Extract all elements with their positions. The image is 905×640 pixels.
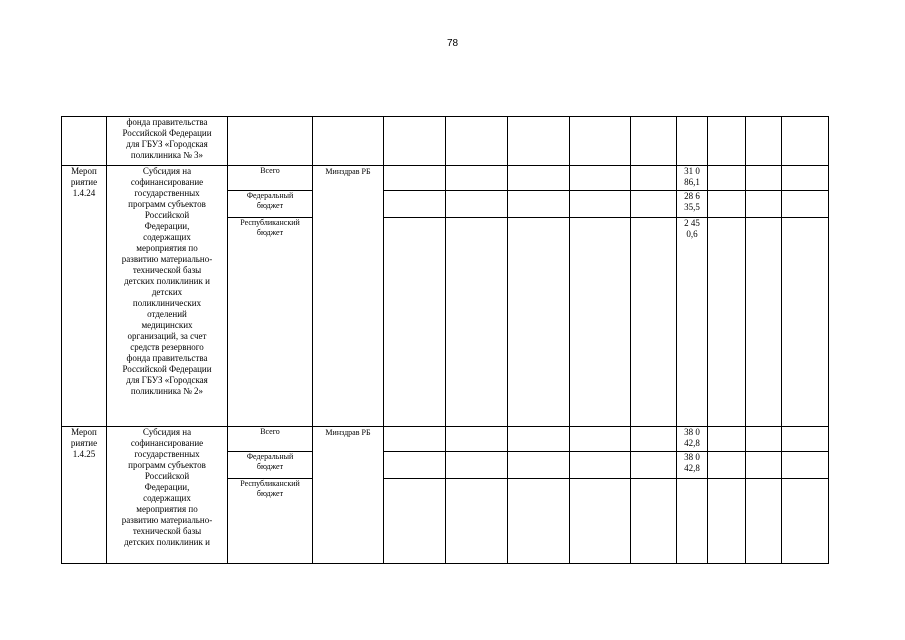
empty-cell [313, 117, 384, 166]
amount-cell [677, 166, 708, 191]
empty-cell [631, 427, 677, 452]
text-line: софинансирование [130, 177, 204, 187]
event-description-cell [107, 166, 228, 427]
empty-cell [508, 479, 570, 564]
table-row [62, 117, 829, 166]
text-line: бюджет [256, 201, 284, 210]
page-number: 78 [446, 38, 459, 49]
empty-cell [782, 166, 829, 191]
empty-cell [384, 479, 446, 564]
empty-cell [708, 427, 746, 452]
empty-cell [446, 427, 508, 452]
empty-cell [508, 218, 570, 427]
empty-cell [782, 218, 829, 427]
text-line: 35,5 [684, 202, 700, 212]
funding-source-cell [228, 191, 313, 218]
empty-cell [570, 191, 631, 218]
empty-cell [446, 117, 508, 166]
empty-cell [708, 166, 746, 191]
text-line: содержащих [143, 493, 191, 503]
empty-cell [782, 479, 829, 564]
executor-text: Минздрав РБ [325, 167, 371, 176]
text-line: мероприятия по [136, 243, 198, 253]
empty-cell [708, 191, 746, 218]
empty-cell [746, 166, 782, 191]
text-line: Всего [260, 427, 280, 436]
text-line: 86,1 [684, 177, 700, 187]
text-line: средств резервного [130, 342, 204, 352]
text-line: содержащих [143, 232, 191, 242]
empty-cell [384, 166, 446, 191]
empty-cell [446, 218, 508, 427]
text-line: 0,6 [686, 229, 698, 239]
empty-cell [446, 191, 508, 218]
text-line: поликлинических [132, 298, 202, 308]
empty-cell [631, 117, 677, 166]
empty-cell [570, 166, 631, 191]
text-line: Республиканский [240, 479, 300, 488]
text-line: 38 0 [684, 427, 700, 437]
text-line: развитию материально- [121, 515, 213, 525]
text-line: Всего [260, 166, 280, 175]
text-line: организаций, за счет [127, 331, 207, 341]
text-line: Российской Федерации [122, 128, 212, 138]
text-line: 1.4.24 [72, 188, 96, 198]
funding-source-cell [228, 427, 313, 452]
empty-cell [631, 166, 677, 191]
budget-table [61, 116, 829, 564]
event-number-cell [62, 427, 107, 564]
empty-cell [384, 452, 446, 479]
empty-cell [782, 452, 829, 479]
empty-cell [384, 427, 446, 452]
empty-cell [708, 117, 746, 166]
empty-cell [631, 191, 677, 218]
text-line: Российской [144, 471, 190, 481]
empty-cell [708, 452, 746, 479]
text-line: для ГБУЗ «Городская [126, 139, 208, 149]
empty-cell [677, 117, 708, 166]
empty-cell [631, 218, 677, 427]
event-number-cell [62, 117, 107, 166]
empty-cell [228, 117, 313, 166]
amount-cell [677, 452, 708, 479]
text-line: Республиканский [240, 218, 300, 227]
text-line: бюджет [256, 462, 284, 471]
amount-cell [677, 427, 708, 452]
text-line: детских [151, 287, 183, 297]
event-description-cell [107, 427, 228, 564]
amount-cell [677, 479, 708, 564]
empty-cell [570, 218, 631, 427]
empty-cell [782, 191, 829, 218]
text-line: фонда правительства [126, 353, 208, 363]
text-line: Мероп [71, 427, 97, 437]
empty-cell [570, 427, 631, 452]
text-line: технической базы [132, 265, 202, 275]
text-line: мероприятия по [136, 504, 198, 514]
empty-cell [746, 218, 782, 427]
text-line: государственных [134, 188, 200, 198]
empty-cell [570, 117, 631, 166]
empty-cell [631, 479, 677, 564]
empty-cell [782, 427, 829, 452]
text-line: бюджет [256, 228, 284, 237]
text-line: 1.4.25 [72, 449, 96, 459]
text-line: государственных [134, 449, 200, 459]
executor-cell [313, 166, 384, 427]
empty-cell [384, 218, 446, 427]
empty-cell [508, 452, 570, 479]
text-line: поликлиника № 2» [130, 386, 204, 396]
empty-cell [384, 117, 446, 166]
text-line: медицинских [141, 320, 193, 330]
empty-cell [508, 117, 570, 166]
text-line: 31 0 [684, 166, 700, 176]
funding-source-cell [228, 166, 313, 191]
text-line: риятие [70, 438, 98, 448]
empty-cell [446, 452, 508, 479]
empty-cell [782, 117, 829, 166]
text-line: отделений [147, 309, 187, 319]
text-line: риятие [70, 177, 98, 187]
empty-cell [708, 479, 746, 564]
text-line: Субсидия на [142, 427, 192, 437]
funding-source-cell [228, 452, 313, 479]
text-line: поликлиника № 3» [130, 150, 204, 160]
text-line: Российской [144, 210, 190, 220]
empty-cell [746, 427, 782, 452]
text-line: Субсидия на [142, 166, 192, 176]
empty-cell [508, 427, 570, 452]
empty-cell [631, 452, 677, 479]
text-line: 2 45 [684, 218, 700, 228]
text-line: развитию материально- [121, 254, 213, 264]
text-line: бюджет [256, 489, 284, 498]
text-line: Российской Федерации [122, 364, 212, 374]
funding-source-cell [228, 479, 313, 564]
text-line: детских поликлиник и [124, 537, 210, 547]
text-line: софинансирование [130, 438, 204, 448]
table-row [62, 166, 829, 191]
empty-cell [570, 479, 631, 564]
text-line: 42,8 [684, 438, 700, 448]
empty-cell [508, 166, 570, 191]
empty-cell [708, 218, 746, 427]
executor-cell [313, 427, 384, 564]
empty-cell [746, 117, 782, 166]
executor-text: Минздрав РБ [325, 428, 371, 437]
amount-cell [677, 218, 708, 427]
text-line: Федеральный [246, 452, 294, 461]
text-line: Федерации, [144, 482, 190, 492]
text-line: детских поликлиник и [124, 276, 210, 286]
empty-cell [746, 479, 782, 564]
empty-cell [384, 191, 446, 218]
table-row [62, 427, 829, 452]
empty-cell [746, 191, 782, 218]
empty-cell [446, 166, 508, 191]
text-line: для ГБУЗ «Городская [126, 375, 208, 385]
table-body [62, 117, 829, 564]
text-line: фонда правительства [126, 117, 208, 127]
text-line: 28 6 [684, 191, 700, 201]
text-line: Мероп [71, 166, 97, 176]
text-line: 42,8 [684, 463, 700, 473]
text-line: Федеральный [246, 191, 294, 200]
funding-source-cell [228, 218, 313, 427]
empty-cell [508, 191, 570, 218]
text-line: программ субъектов [128, 460, 206, 470]
empty-cell [446, 479, 508, 564]
text-line: технической базы [132, 526, 202, 536]
text-line: 38 0 [684, 452, 700, 462]
text-line: Федерации, [144, 221, 190, 231]
event-description-cell [107, 117, 228, 166]
amount-cell [677, 191, 708, 218]
text-line: программ субъектов [128, 199, 206, 209]
empty-cell [570, 452, 631, 479]
event-number-cell [62, 166, 107, 427]
empty-cell [746, 452, 782, 479]
